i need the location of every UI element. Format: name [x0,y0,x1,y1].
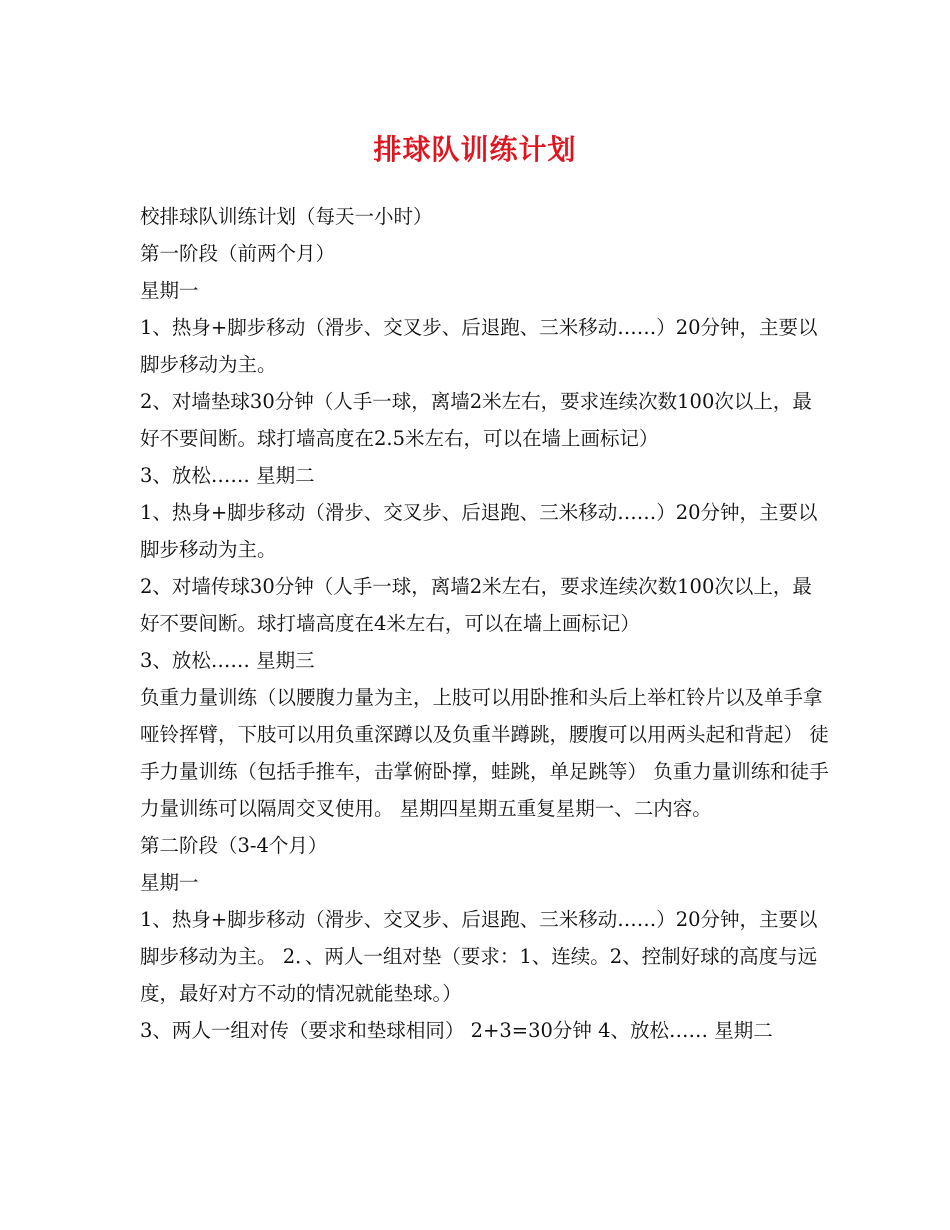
paragraph: 1、热身+脚步移动（滑步、交叉步、后退跑、三米移动……）20分钟，主要以脚步移动为主。 [140,501,818,561]
paragraph: 2、对墙传球30分钟（人手一球，离墙2米左右，要求连续次数100次以上，最好不要间断。球打墙高度在4米左右，可以在墙上画标记） [140,575,812,635]
document-body [140,198,830,1049]
paragraph: 1、热身+脚步移动（滑步、交叉步、后退跑、三米移动……）20分钟，主要以脚步移动为主。 2．、两人一组对垫（要求：1、连续。2、控制好球的高度与远度，最好对方不动的情况就能垫球。） [140,908,818,1005]
paragraph: 3、放松…… 星期三 [140,649,315,672]
paragraph: 星期一 [140,279,199,302]
paragraph: 3、两人一组对传（要求和垫球相同） 2+3=30分钟 4、放松…… 星期二 [140,1019,773,1042]
document-title: 排球队训练计划 [373,133,577,166]
paragraph: 2、对墙垫球30分钟（人手一球，离墙2米左右，要求连续次数100次以上，最好不要间断。球打墙高度在2.5米左右，可以在墙上画标记） [140,390,812,450]
paragraph: 第二阶段（3-4个月） [140,834,328,857]
paragraph: 负重力量训练（以腰腹力量为主，上肢可以用卧推和头后上举杠铃片以及单手拿哑铃挥臂，下肢可以用负重深蹲以及负重半蹲跳，腰腹可以用两头起和背起） 徒手力量训练（包括手推车，击掌俯卧撑，蛙跳，单足跳等） 负重力量训练和徒手力量训练可以隔周交叉使用。 星期四星期五重复星期一、二内容。 [140,686,829,820]
paragraph: 校排球队训练计划（每天一小时） [140,205,433,228]
paragraph: 3、放松…… 星期二 [140,464,315,487]
paragraph: 星期一 [140,871,199,894]
paragraph: 第一阶段（前两个月） [140,242,336,265]
paragraph: 1、热身+脚步移动（滑步、交叉步、后退跑、三米移动……）20分钟，主要以脚步移动为主。 [140,316,818,376]
